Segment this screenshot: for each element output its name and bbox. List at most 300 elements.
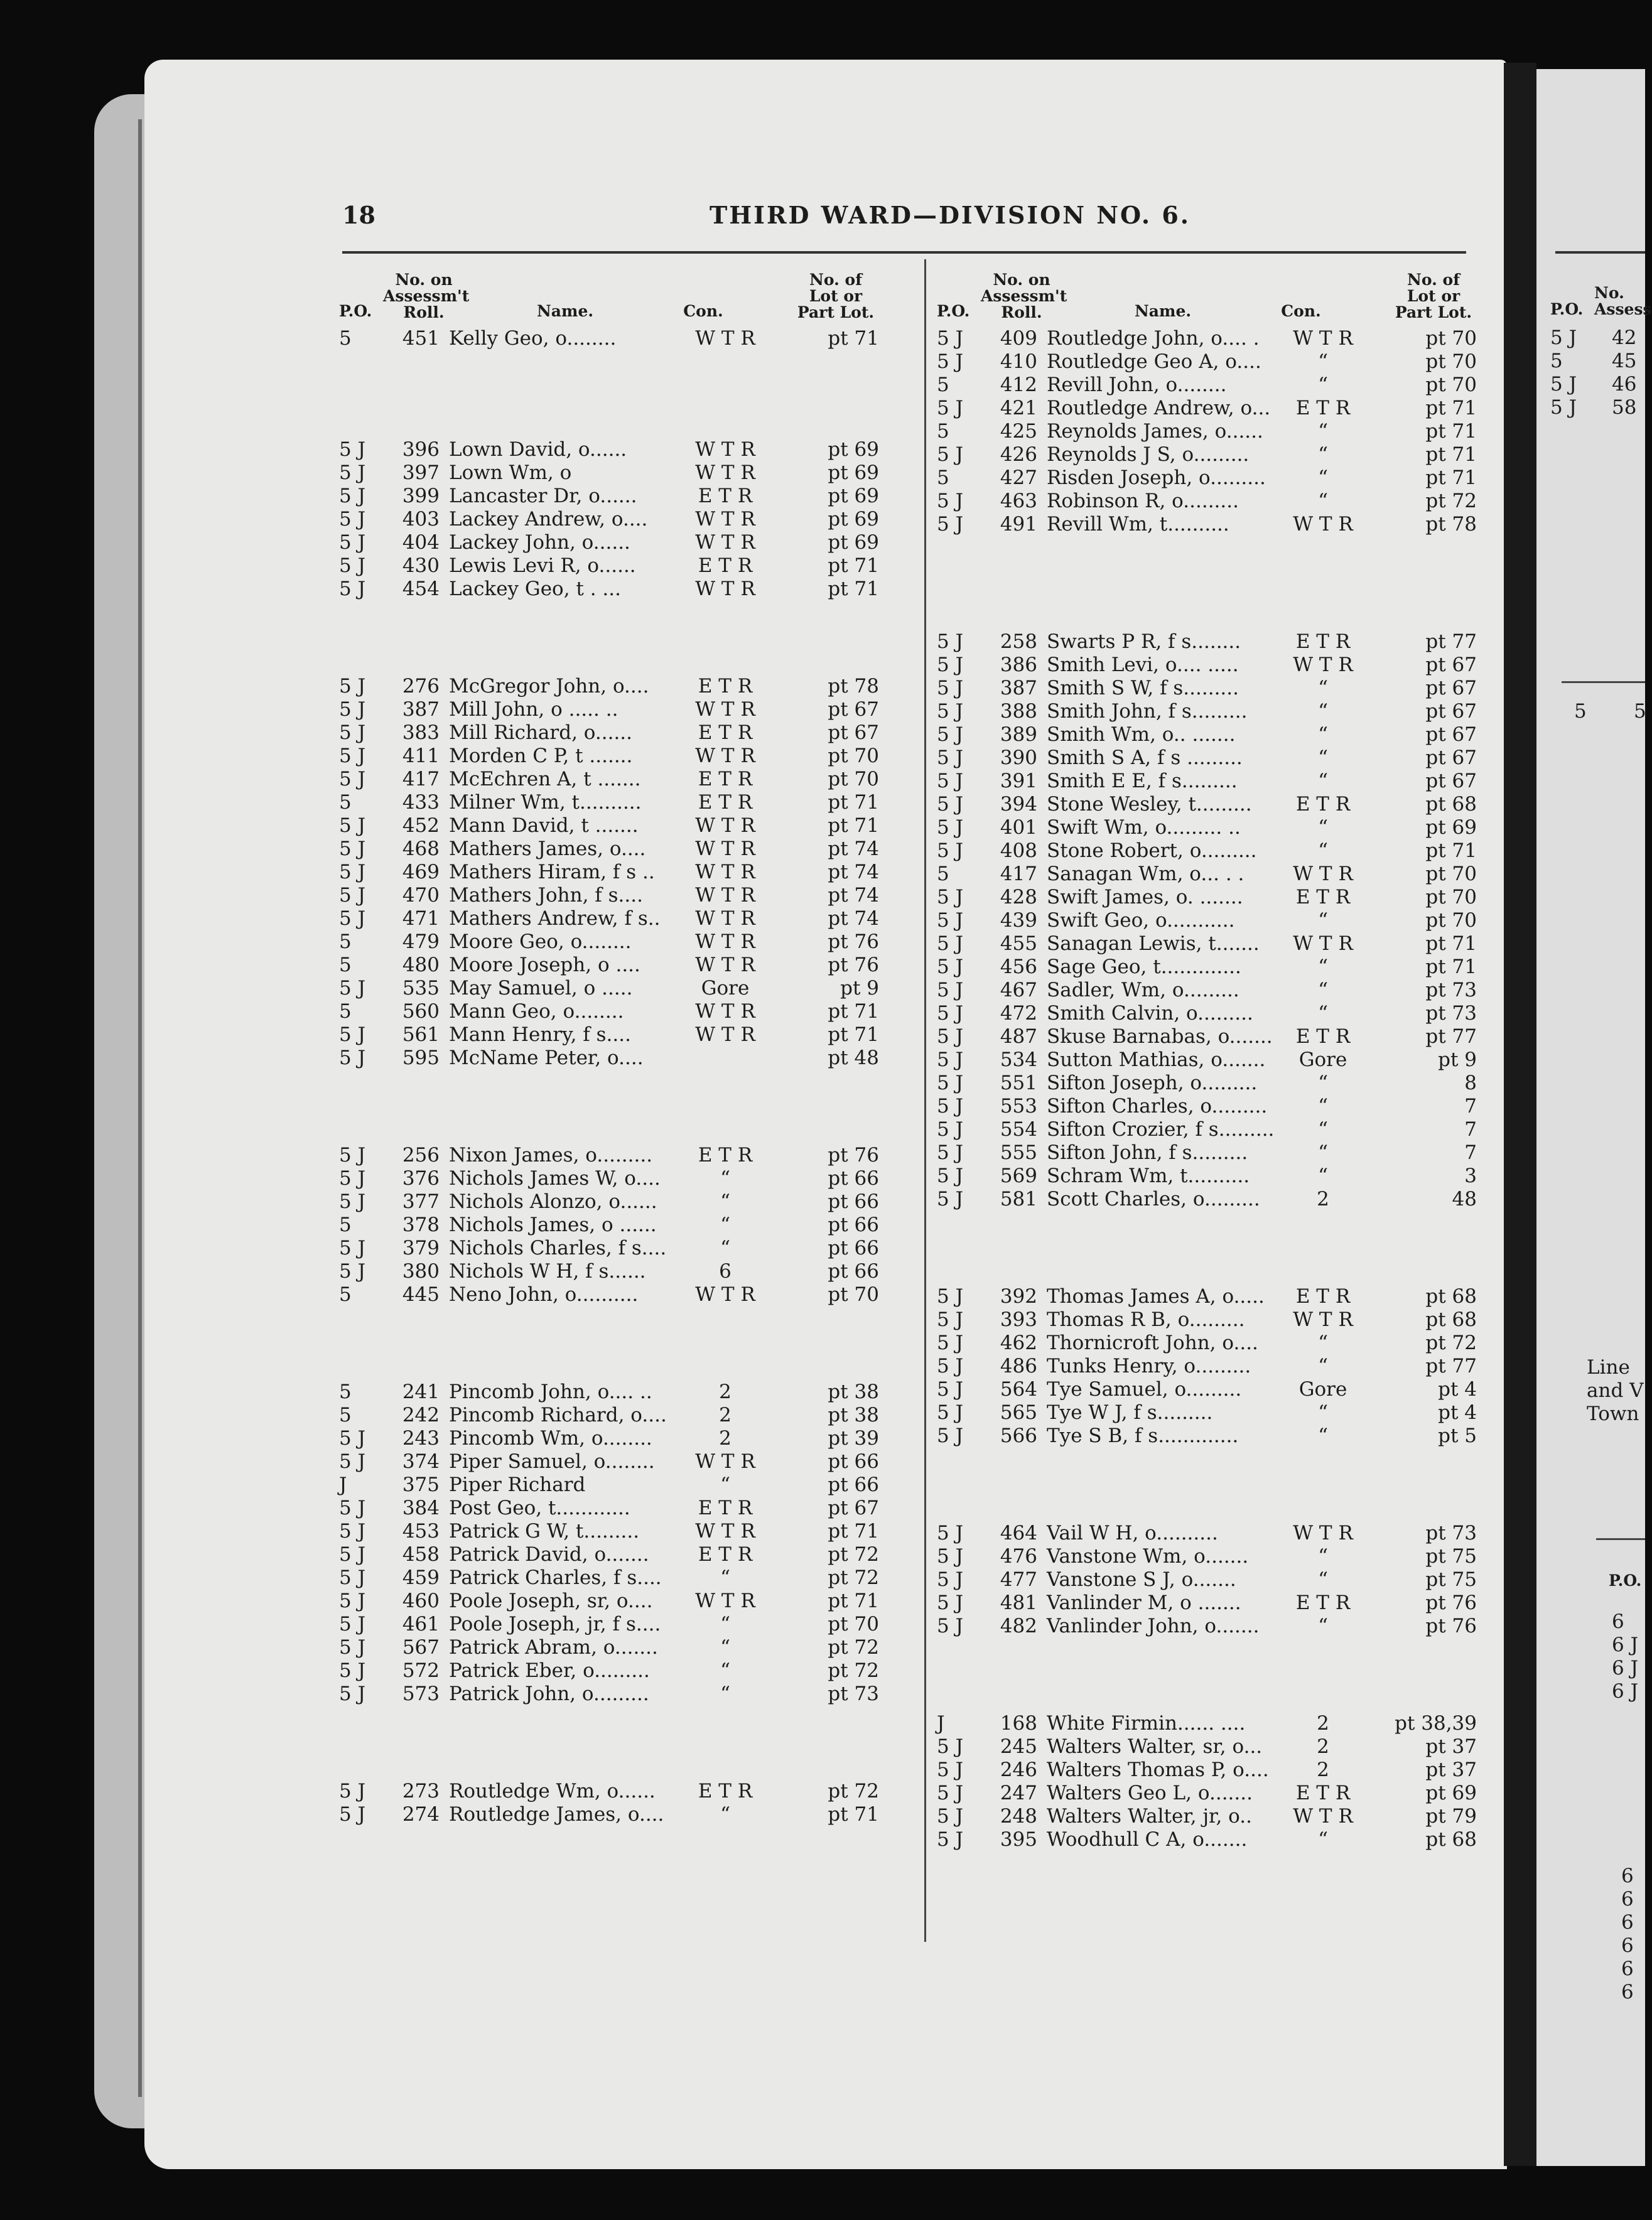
lot-cell: pt 73 bbox=[828, 1683, 879, 1705]
name-cell: Moore Geo, o........ bbox=[449, 930, 632, 953]
lot-cell: pt 71 bbox=[1425, 420, 1477, 443]
roll-number-cell: 555 bbox=[1000, 1141, 1037, 1164]
entry-group bbox=[937, 1522, 1477, 1638]
po-cell: 5 J bbox=[339, 814, 366, 837]
po-cell: 5 J bbox=[937, 490, 964, 512]
table-row bbox=[339, 578, 879, 601]
roll-number-cell: 471 bbox=[402, 907, 440, 930]
concession-cell: “ bbox=[720, 1636, 730, 1659]
roll-number-cell: 452 bbox=[402, 814, 440, 837]
roll-number-cell: 455 bbox=[1000, 932, 1037, 955]
facing-po-label: P.O. bbox=[1609, 1571, 1642, 1590]
concession-cell: “ bbox=[720, 1803, 730, 1826]
concession-cell: W T R bbox=[1293, 654, 1353, 676]
po-cell: 5 bbox=[339, 930, 352, 953]
concession-cell: “ bbox=[1318, 1425, 1328, 1447]
roll-number-cell: 567 bbox=[402, 1636, 440, 1659]
header-lot: No. of Lot or Part Lot. bbox=[1395, 271, 1472, 321]
facing-lower-value: 6 bbox=[1621, 1911, 1634, 1934]
name-cell: Tunks Henry, o......... bbox=[1047, 1355, 1251, 1377]
roll-number-cell: 553 bbox=[1000, 1095, 1037, 1118]
table-row bbox=[937, 700, 1477, 723]
roll-number-cell: 426 bbox=[1000, 443, 1037, 466]
entry-group bbox=[339, 675, 879, 1070]
concession-cell: 2 bbox=[1317, 1188, 1329, 1210]
name-cell: Mann Geo, o........ bbox=[449, 1000, 624, 1023]
roll-number-cell: 482 bbox=[1000, 1615, 1037, 1637]
header-con: Con. bbox=[683, 302, 723, 320]
table-row bbox=[937, 1592, 1477, 1615]
name-cell: Pincomb Wm, o........ bbox=[449, 1427, 652, 1450]
table-row bbox=[937, 350, 1477, 374]
facing-roll-cell: 58 bbox=[1612, 396, 1637, 419]
lot-cell: pt 72 bbox=[828, 1780, 879, 1802]
concession-cell: W T R bbox=[695, 508, 755, 531]
lot-cell: pt 38,39 bbox=[1395, 1712, 1477, 1735]
table-row bbox=[339, 1497, 879, 1520]
table-row bbox=[937, 1782, 1477, 1805]
po-cell: 5 J bbox=[937, 397, 964, 419]
concession-cell: W T R bbox=[695, 1590, 755, 1612]
roll-number-cell: 417 bbox=[402, 768, 440, 790]
table-row bbox=[937, 1308, 1477, 1332]
lot-cell: pt 69 bbox=[1425, 816, 1477, 839]
name-cell: Lewis Levi R, o...... bbox=[449, 554, 636, 577]
lot-cell: pt 69 bbox=[1425, 1782, 1477, 1804]
roll-number-cell: 274 bbox=[402, 1803, 440, 1826]
lot-cell: pt 67 bbox=[1425, 770, 1477, 792]
name-cell: Swift Wm, o......... .. bbox=[1047, 816, 1241, 839]
po-cell: 5 J bbox=[339, 977, 366, 1000]
concession-cell: W T R bbox=[695, 1450, 755, 1473]
roll-number-cell: 428 bbox=[1000, 886, 1037, 908]
roll-number-cell: 399 bbox=[402, 485, 440, 507]
roll-number-cell: 487 bbox=[1000, 1025, 1037, 1048]
table-row bbox=[937, 793, 1477, 816]
name-cell: Thomas R B, o......... bbox=[1047, 1308, 1245, 1331]
po-cell: J bbox=[937, 1712, 945, 1735]
concession-cell: E T R bbox=[1295, 397, 1351, 419]
name-cell: Mill Richard, o...... bbox=[449, 721, 633, 744]
concession-cell: “ bbox=[1318, 1355, 1328, 1377]
table-row bbox=[937, 1025, 1477, 1048]
page-title: THIRD WARD—DIVISION NO. 6. bbox=[710, 201, 1190, 229]
roll-number-cell: 573 bbox=[402, 1683, 440, 1705]
table-row bbox=[339, 1404, 879, 1427]
po-cell: 5 J bbox=[937, 1805, 964, 1828]
entry-group bbox=[339, 438, 879, 601]
table-row bbox=[937, 397, 1477, 420]
po-cell: 5 J bbox=[339, 461, 366, 484]
facing-header-po: P.O. bbox=[1550, 300, 1584, 318]
table-row bbox=[937, 1378, 1477, 1401]
name-cell: Vanstone S J, o....... bbox=[1047, 1568, 1236, 1591]
table-row bbox=[339, 485, 879, 508]
concession-cell: E T R bbox=[1295, 793, 1351, 816]
header-name: Name. bbox=[536, 302, 594, 320]
name-cell: May Samuel, o ..... bbox=[449, 977, 633, 1000]
name-cell: Sutton Mathias, o....... bbox=[1047, 1048, 1266, 1071]
lot-cell: pt 70 bbox=[828, 1613, 879, 1635]
po-cell: 5 J bbox=[339, 1047, 366, 1069]
po-cell: 5 J bbox=[937, 909, 964, 932]
lot-cell: pt 79 bbox=[1425, 1805, 1477, 1828]
table-row bbox=[339, 1144, 879, 1167]
name-cell: Mann David, t ....... bbox=[449, 814, 639, 837]
table-row bbox=[937, 863, 1477, 886]
table-row bbox=[937, 1759, 1477, 1782]
po-cell: 5 J bbox=[937, 956, 964, 978]
table-row bbox=[937, 979, 1477, 1002]
concession-cell: W T R bbox=[695, 1023, 755, 1046]
lot-cell: pt 74 bbox=[828, 861, 879, 883]
concession-cell: W T R bbox=[695, 461, 755, 484]
table-row bbox=[937, 909, 1477, 932]
po-cell: 5 J bbox=[937, 1072, 964, 1094]
name-cell: Sadler, Wm, o......... bbox=[1047, 979, 1239, 1001]
concession-cell: Gore bbox=[701, 977, 750, 1000]
roll-number-cell: 569 bbox=[1000, 1165, 1037, 1187]
lot-cell: 3 bbox=[1464, 1165, 1477, 1187]
concession-cell: “ bbox=[1318, 1615, 1328, 1637]
concession-cell: E T R bbox=[698, 1543, 753, 1566]
concession-cell: “ bbox=[1318, 420, 1328, 443]
po-cell: 5 bbox=[339, 1381, 352, 1403]
po-cell: 5 J bbox=[339, 1543, 366, 1566]
name-cell: Mathers Andrew, f s.. bbox=[449, 907, 661, 930]
lot-cell: pt 70 bbox=[1425, 327, 1477, 350]
concession-cell: “ bbox=[720, 1190, 730, 1213]
table-row bbox=[339, 531, 879, 554]
name-cell: Swift Geo, o........... bbox=[1047, 909, 1235, 932]
name-cell: Lackey Geo, t . ... bbox=[449, 578, 621, 600]
name-cell: Scott Charles, o......... bbox=[1047, 1188, 1260, 1210]
name-cell: Piper Samuel, o........ bbox=[449, 1450, 655, 1473]
roll-number-cell: 384 bbox=[402, 1497, 440, 1519]
po-cell: 5 J bbox=[339, 554, 366, 577]
name-cell: Nixon James, o......... bbox=[449, 1144, 653, 1167]
concession-cell: “ bbox=[1318, 466, 1328, 489]
name-cell: Nichols James, o ...... bbox=[449, 1214, 657, 1236]
roll-number-cell: 560 bbox=[402, 1000, 440, 1023]
lot-cell: pt 38 bbox=[828, 1381, 879, 1403]
concession-cell: “ bbox=[1318, 1828, 1328, 1851]
lot-cell: pt 66 bbox=[828, 1474, 879, 1496]
roll-number-cell: 439 bbox=[1000, 909, 1037, 932]
po-cell: 5 J bbox=[937, 932, 964, 955]
table-row bbox=[937, 816, 1477, 839]
roll-number-cell: 246 bbox=[1000, 1759, 1037, 1781]
table-row bbox=[339, 884, 879, 907]
roll-number-cell: 534 bbox=[1000, 1048, 1037, 1071]
roll-number-cell: 408 bbox=[1000, 839, 1037, 862]
roll-number-cell: 417 bbox=[1000, 863, 1037, 885]
lot-cell: 48 bbox=[1452, 1188, 1477, 1210]
name-cell: Pincomb Richard, o.... bbox=[449, 1404, 667, 1426]
header-rule bbox=[342, 251, 1466, 254]
lot-cell: pt 67 bbox=[828, 698, 879, 721]
po-cell: 5 J bbox=[937, 1165, 964, 1187]
name-cell: Revill John, o........ bbox=[1047, 374, 1227, 396]
roll-number-cell: 425 bbox=[1000, 420, 1037, 443]
po-cell: 5 J bbox=[937, 746, 964, 769]
po-cell: 5 J bbox=[937, 630, 964, 653]
table-row bbox=[339, 1803, 879, 1826]
po-cell: 5 J bbox=[937, 723, 964, 746]
table-row bbox=[339, 1659, 879, 1683]
po-cell: 5 bbox=[937, 420, 949, 443]
header-roll: No. on Assessm't Roll. bbox=[981, 271, 1067, 321]
concession-cell: W T R bbox=[1293, 1805, 1353, 1828]
table-row bbox=[339, 1474, 879, 1497]
name-cell: Woodhull C A, o....... bbox=[1047, 1828, 1248, 1851]
table-row bbox=[937, 630, 1477, 654]
roll-number-cell: 477 bbox=[1000, 1568, 1037, 1591]
table-row bbox=[339, 438, 879, 461]
roll-number-cell: 467 bbox=[1000, 979, 1037, 1001]
roll-number-cell: 481 bbox=[1000, 1592, 1037, 1614]
lot-cell: pt 38 bbox=[828, 1404, 879, 1426]
po-cell: 5 J bbox=[339, 1566, 366, 1589]
concession-cell: “ bbox=[1318, 839, 1328, 862]
lot-cell: pt 68 bbox=[1425, 1285, 1477, 1308]
po-cell: 5 bbox=[339, 1214, 352, 1236]
roll-number-cell: 460 bbox=[402, 1590, 440, 1612]
entry-group bbox=[937, 1285, 1477, 1448]
concession-cell: 2 bbox=[1317, 1759, 1329, 1781]
table-row bbox=[339, 698, 879, 721]
roll-number-cell: 394 bbox=[1000, 793, 1037, 816]
facing-po-cell: 5 bbox=[1550, 350, 1563, 372]
name-cell: Vanstone Wm, o....... bbox=[1047, 1545, 1249, 1568]
name-cell: Tye W J, f s......... bbox=[1047, 1401, 1213, 1424]
concession-cell: E T R bbox=[698, 1144, 753, 1167]
lot-cell: pt 71 bbox=[828, 1520, 879, 1543]
roll-number-cell: 248 bbox=[1000, 1805, 1037, 1828]
table-row bbox=[339, 1047, 879, 1070]
table-row bbox=[937, 1285, 1477, 1308]
po-cell: 5 J bbox=[339, 1683, 366, 1705]
name-cell: Mann Henry, f s.... bbox=[449, 1023, 631, 1046]
roll-number-cell: 241 bbox=[402, 1381, 440, 1403]
name-cell: Patrick David, o....... bbox=[449, 1543, 649, 1566]
concession-cell: W T R bbox=[695, 698, 755, 721]
concession-cell: E T R bbox=[698, 485, 753, 507]
concession-cell: E T R bbox=[1295, 1285, 1351, 1308]
name-cell: Walters Walter, sr, o... bbox=[1047, 1735, 1263, 1758]
concession-cell: “ bbox=[1318, 677, 1328, 699]
entry-group bbox=[339, 327, 879, 350]
po-cell: 5 J bbox=[339, 768, 366, 790]
concession-cell: “ bbox=[1318, 1072, 1328, 1094]
roll-number-cell: 411 bbox=[402, 745, 440, 767]
table-row bbox=[937, 420, 1477, 443]
po-cell: 5 J bbox=[339, 438, 366, 461]
lot-cell: pt 71 bbox=[1425, 466, 1477, 489]
name-cell: Patrick G W, t......... bbox=[449, 1520, 640, 1543]
po-cell: 5 J bbox=[339, 1144, 366, 1167]
po-cell: 5 J bbox=[339, 675, 366, 698]
concession-cell: “ bbox=[1318, 746, 1328, 769]
lot-cell: pt 76 bbox=[828, 1144, 879, 1167]
table-row bbox=[937, 1095, 1477, 1118]
concession-cell: E T R bbox=[1295, 886, 1351, 908]
po-cell: 5 J bbox=[937, 816, 964, 839]
lot-cell: pt 67 bbox=[1425, 677, 1477, 699]
roll-number-cell: 404 bbox=[402, 531, 440, 554]
lot-cell: pt 71 bbox=[1425, 956, 1477, 978]
name-cell: Sanagan Lewis, t....... bbox=[1047, 932, 1260, 955]
po-cell: 5 J bbox=[937, 1355, 964, 1377]
lot-cell: pt 4 bbox=[1438, 1378, 1477, 1401]
name-cell: Mill John, o ..... .. bbox=[449, 698, 618, 721]
table-row bbox=[937, 327, 1477, 350]
roll-number-cell: 470 bbox=[402, 884, 440, 907]
po-cell: 5 J bbox=[339, 884, 366, 907]
roll-number-cell: 430 bbox=[402, 554, 440, 577]
facing-single-po: 5 bbox=[1574, 700, 1587, 723]
po-cell: 5 J bbox=[339, 907, 366, 930]
name-cell: Neno John, o.......... bbox=[449, 1283, 639, 1306]
concession-cell: 6 bbox=[719, 1260, 732, 1283]
roll-number-cell: 387 bbox=[402, 698, 440, 721]
po-cell: 5 J bbox=[339, 1659, 366, 1682]
table-row bbox=[937, 1735, 1477, 1759]
name-cell: Piper Richard bbox=[449, 1474, 586, 1496]
table-row bbox=[339, 1023, 879, 1047]
po-cell: 5 bbox=[937, 466, 949, 489]
po-cell: 5 J bbox=[339, 1613, 366, 1635]
facing-po-value: 6 J bbox=[1612, 1634, 1639, 1656]
roll-number-cell: 595 bbox=[402, 1047, 440, 1069]
facing-roll-cell: 45 bbox=[1612, 350, 1637, 372]
table-row bbox=[339, 768, 879, 791]
facing-po-cell: 5 J bbox=[1550, 396, 1577, 419]
table-row bbox=[339, 791, 879, 814]
concession-cell: “ bbox=[1318, 770, 1328, 792]
table-row bbox=[339, 554, 879, 578]
table-row bbox=[339, 461, 879, 485]
lot-cell: pt 77 bbox=[1425, 1025, 1477, 1048]
name-cell: Vail W H, o.......... bbox=[1047, 1522, 1218, 1544]
po-cell: 5 J bbox=[937, 1782, 964, 1804]
facing-single-roll: 5 bbox=[1634, 700, 1646, 723]
roll-number-cell: 410 bbox=[1000, 350, 1037, 373]
concession-cell: W T R bbox=[1293, 932, 1353, 955]
name-cell: Milner Wm, t.......... bbox=[449, 791, 642, 814]
facing-note-line: Town bbox=[1587, 1403, 1639, 1425]
name-cell: Walters Thomas P, o.... bbox=[1047, 1759, 1269, 1781]
facing-roll-cell: 46 bbox=[1612, 373, 1637, 396]
concession-cell: “ bbox=[1318, 1332, 1328, 1354]
po-cell: 5 J bbox=[339, 698, 366, 721]
roll-number-cell: 386 bbox=[1000, 654, 1037, 676]
roll-number-cell: 376 bbox=[402, 1167, 440, 1190]
concession-cell: E T R bbox=[1295, 1025, 1351, 1048]
entry-group bbox=[339, 1381, 879, 1706]
po-cell: 5 J bbox=[937, 1188, 964, 1210]
table-row bbox=[937, 1188, 1477, 1211]
po-cell: 5 J bbox=[339, 485, 366, 507]
table-row bbox=[339, 1520, 879, 1543]
lot-cell: pt 70 bbox=[1425, 863, 1477, 885]
concession-cell: W T R bbox=[1293, 327, 1353, 350]
book-gutter bbox=[1504, 63, 1536, 2166]
po-cell: 5 bbox=[937, 863, 949, 885]
concession-cell: Gore bbox=[1298, 1378, 1347, 1401]
lot-cell: pt 71 bbox=[1425, 932, 1477, 955]
lot-cell: 8 bbox=[1464, 1072, 1477, 1094]
name-cell: Mathers Hiram, f s .. bbox=[449, 861, 655, 883]
name-cell: Lown David, o...... bbox=[449, 438, 627, 461]
table-row bbox=[937, 1048, 1477, 1072]
lot-cell: pt 71 bbox=[1425, 397, 1477, 419]
lot-cell: pt 71 bbox=[828, 1023, 879, 1046]
po-cell: 5 bbox=[339, 954, 352, 976]
name-cell: Routledge John, o.... . bbox=[1047, 327, 1260, 350]
name-cell: Smith John, f s......... bbox=[1047, 700, 1248, 723]
table-row bbox=[339, 838, 879, 861]
name-cell: Sifton Charles, o......... bbox=[1047, 1095, 1268, 1118]
concession-cell: “ bbox=[720, 1613, 730, 1635]
roll-number-cell: 409 bbox=[1000, 327, 1037, 350]
table-row bbox=[339, 1590, 879, 1613]
po-cell: 5 J bbox=[937, 700, 964, 723]
table-row bbox=[937, 1355, 1477, 1378]
po-cell: 5 J bbox=[937, 1095, 964, 1118]
name-cell: Kelly Geo, o........ bbox=[449, 327, 617, 350]
roll-number-cell: 469 bbox=[402, 861, 440, 883]
concession-cell: W T R bbox=[695, 438, 755, 461]
po-cell: 5 J bbox=[937, 1545, 964, 1568]
lot-cell: pt 75 bbox=[1425, 1568, 1477, 1591]
name-cell: McName Peter, o.... bbox=[449, 1047, 644, 1069]
table-row bbox=[339, 930, 879, 954]
po-cell: 5 J bbox=[937, 1308, 964, 1331]
roll-number-cell: 378 bbox=[402, 1214, 440, 1236]
table-row bbox=[937, 746, 1477, 770]
po-cell: 5 J bbox=[937, 1118, 964, 1141]
po-cell: 5 J bbox=[937, 327, 964, 350]
concession-cell: W T R bbox=[695, 745, 755, 767]
po-cell: 5 bbox=[339, 1283, 352, 1306]
po-cell: 5 J bbox=[339, 1427, 366, 1450]
lot-cell: pt 66 bbox=[828, 1450, 879, 1473]
name-cell: Vanlinder John, o....... bbox=[1047, 1615, 1260, 1637]
concession-cell: “ bbox=[720, 1237, 730, 1259]
lot-cell: pt 71 bbox=[828, 327, 879, 350]
po-cell: 5 J bbox=[937, 1332, 964, 1354]
name-cell: Smith S A, f s ......... bbox=[1047, 746, 1243, 769]
name-cell: Thomas James A, o..... bbox=[1047, 1285, 1265, 1308]
concession-cell: W T R bbox=[695, 327, 755, 350]
concession-cell: 2 bbox=[719, 1427, 732, 1450]
lot-cell: pt 72 bbox=[828, 1636, 879, 1659]
concession-cell: E T R bbox=[1295, 630, 1351, 653]
name-cell: Routledge Wm, o...... bbox=[449, 1780, 656, 1802]
po-cell: 5 J bbox=[937, 1615, 964, 1637]
po-cell: 5 J bbox=[937, 1568, 964, 1591]
concession-cell: 2 bbox=[719, 1381, 732, 1403]
table-row bbox=[339, 508, 879, 531]
roll-number-cell: 388 bbox=[1000, 700, 1037, 723]
lot-cell: pt 72 bbox=[828, 1659, 879, 1682]
lot-cell: pt 72 bbox=[1425, 1332, 1477, 1354]
po-cell: 5 J bbox=[339, 1780, 366, 1802]
lot-cell: pt 67 bbox=[1425, 746, 1477, 769]
concession-cell: E T R bbox=[698, 768, 753, 790]
left-column bbox=[339, 272, 879, 1826]
